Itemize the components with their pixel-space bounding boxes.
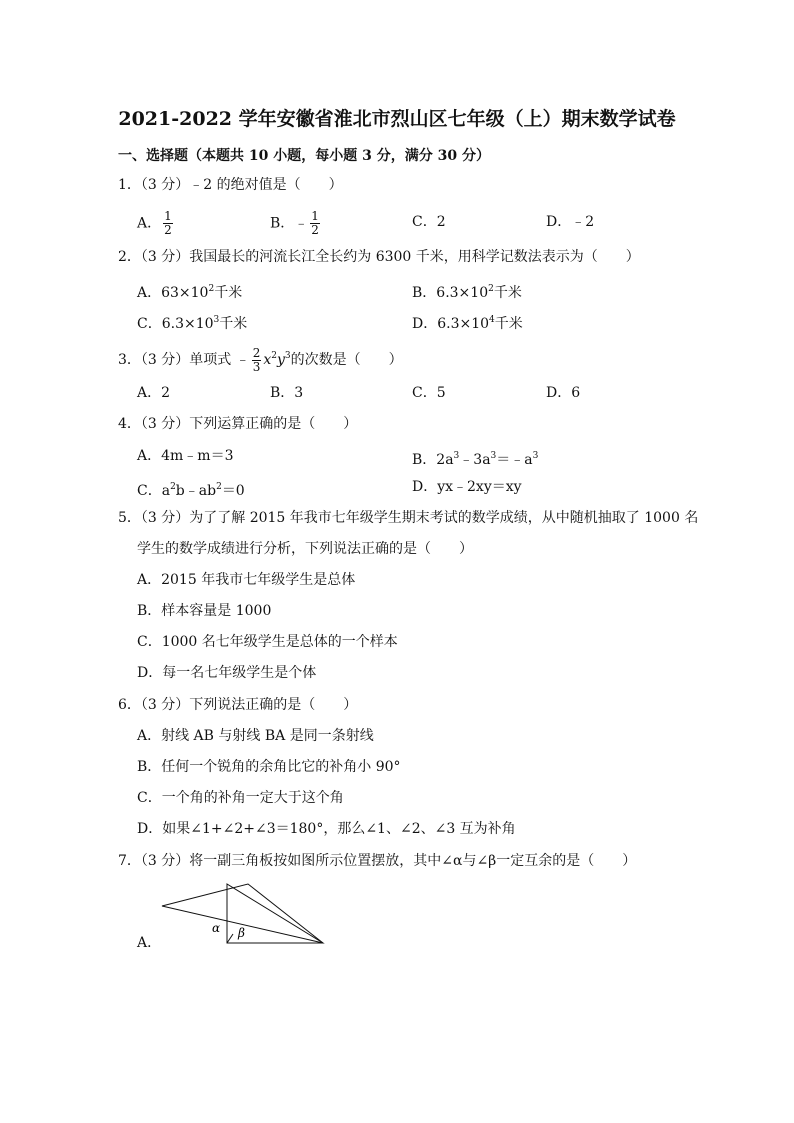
question-1-option-a[interactable]	[137, 210, 175, 237]
question-6-option-d[interactable]: D．如果∠1+∠2+∠3＝180°，那么∠1、∠2、∠3 互为补角	[137, 821, 516, 837]
fraction-denominator: 3	[252, 359, 261, 374]
question-4-option-a[interactable]: A．4m﹣m＝3	[137, 448, 234, 464]
option-unit: 千米	[494, 316, 523, 332]
exponent: 3	[532, 451, 539, 461]
option-text: ＝0	[221, 483, 245, 499]
question-5-stem-line-2: 学生的数学成绩进行分析，下列说法正确的是（ ）	[137, 541, 473, 557]
option-text: C．6.3×10	[137, 316, 214, 332]
option-b-prefix: B．﹣	[270, 215, 309, 232]
option-unit: 千米	[214, 285, 243, 301]
question-3-option-b[interactable]: B．3	[270, 385, 304, 401]
page-title: 2021-2022 学年安徽省淮北市烈山区七年级（上）期末数学试卷	[118, 108, 676, 130]
connector-line	[227, 934, 233, 943]
exponent: 3	[453, 451, 460, 461]
question-5-option-a[interactable]: A．2015 年我市七年级学生是总体	[137, 572, 356, 588]
stem-text: 的次数是（ ）	[290, 352, 403, 368]
triangle-set-figure	[160, 880, 335, 950]
question-6-option-a[interactable]: A．射线 AB 与射线 BA 是同一条射线	[137, 728, 374, 744]
exponent: 2	[170, 482, 176, 492]
stem-text: 3．（3 分）单项式 ﹣	[118, 352, 250, 368]
section-heading: 一、选择题（本题共 10 小题，每小题 3 分，满分 30 分）	[118, 148, 490, 164]
question-1-option-b[interactable]	[270, 210, 322, 237]
question-1-option-d[interactable]: D．﹣2	[546, 214, 595, 230]
exponent: 2	[216, 482, 222, 492]
fraction	[252, 347, 262, 374]
question-3-option-c[interactable]: C．5	[412, 385, 446, 401]
question-2-option-a[interactable]	[137, 279, 242, 303]
exponent: 3	[490, 451, 497, 461]
question-5-option-b[interactable]: B．样本容量是 1000	[137, 603, 272, 619]
question-7-option-a[interactable]: A．	[137, 935, 162, 951]
question-7-stem: 7．（3 分）将一副三角板按如图所示位置摆放，其中∠α与∠β一定互余的是（ ）	[118, 853, 637, 869]
option-text: C．a	[137, 483, 171, 499]
option-text: B．6.3×10	[412, 285, 489, 301]
exponent: 2	[271, 351, 277, 361]
fraction-numerator: 1	[164, 209, 172, 223]
question-5-option-d[interactable]: D．每一名七年级学生是个体	[137, 665, 317, 681]
beta-label: β	[238, 926, 245, 940]
option-unit: 千米	[219, 316, 248, 332]
question-2-option-b[interactable]	[412, 279, 522, 303]
exponent: 2	[208, 284, 215, 294]
fraction	[310, 210, 320, 237]
question-3-option-a[interactable]: A．2	[137, 385, 171, 401]
alpha-label: α	[212, 921, 221, 935]
question-5-option-c[interactable]: C．1000 名七年级学生是总体的一个样本	[137, 634, 398, 650]
question-3-option-d[interactable]: D．6	[546, 385, 581, 401]
option-text: b﹣ab	[175, 483, 217, 499]
question-2-option-c[interactable]	[137, 310, 247, 334]
question-6-stem: 6．（3 分）下列说法正确的是（ ）	[118, 697, 358, 713]
question-1-stem: 1．（3 分）﹣2 的绝对值是（ ）	[118, 177, 343, 193]
option-text: ＝﹣a	[496, 452, 533, 468]
fraction-denominator: 2	[311, 223, 319, 237]
option-unit: 千米	[493, 285, 522, 301]
question-4-stem: 4．（3 分）下列运算正确的是（ ）	[118, 416, 358, 432]
question-1-option-c[interactable]: C．2	[412, 214, 446, 230]
option-text: D．6.3×10	[412, 316, 490, 332]
variable: x	[263, 352, 272, 368]
option-text: A．63×10	[137, 285, 209, 301]
question-2-stem: 2．（3 分）我国最长的河流长江全长约为 6300 千米，用科学记数法表示为（ ）	[118, 249, 640, 265]
fraction-numerator: 2	[252, 345, 261, 360]
question-6-option-c[interactable]: C．一个角的补角一定大于这个角	[137, 790, 344, 806]
question-4-option-b[interactable]	[412, 446, 538, 470]
question-6-option-b[interactable]: B．任何一个锐角的余角比它的补角小 90°	[137, 759, 401, 775]
question-4-option-d[interactable]: D．yx﹣2xy＝xy	[412, 479, 522, 495]
question-5-stem-line-1: 5．（3 分）为了了解 2015 年我市七年级学生期末考试的数学成绩，从中随机抽取了 1000 名	[118, 510, 699, 526]
exponent: 4	[489, 315, 495, 325]
exponent: 3	[213, 315, 220, 325]
option-a-prefix: A．	[137, 215, 162, 232]
fraction-denominator: 2	[164, 223, 172, 237]
question-4-option-c[interactable]	[137, 477, 245, 501]
fraction	[163, 210, 173, 237]
exponent: 3	[284, 351, 291, 361]
exponent: 2	[488, 284, 494, 294]
option-text: ﹣3a	[459, 452, 491, 468]
fraction-numerator: 1	[311, 209, 319, 223]
question-3-stem	[118, 346, 403, 374]
option-text: B．2a	[412, 452, 454, 468]
question-2-option-d[interactable]	[412, 310, 523, 334]
variable: y	[277, 352, 285, 368]
